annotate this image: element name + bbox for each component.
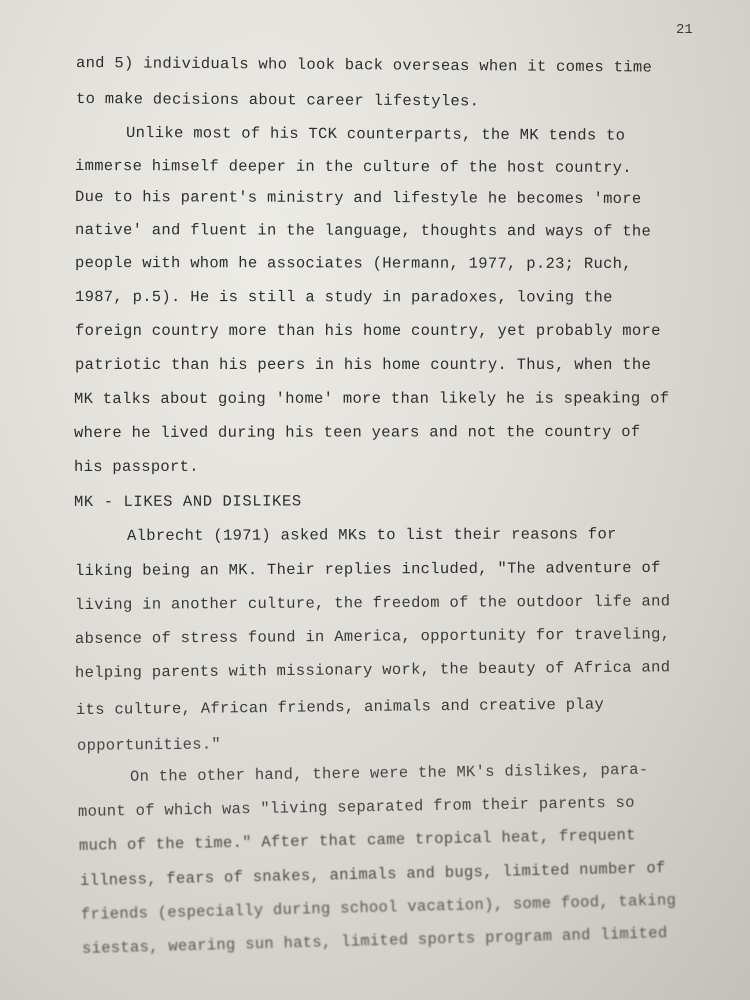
text-line: friends (especially during school vacation), some food, taking [80,891,677,924]
text-line: mount of which was "living separated from their parents so [77,793,635,821]
text-line: native' and fluent in the language, thoughts and ways of the [74,221,652,241]
text-line: Due to his parent's ministry and lifestyle he becomes 'more [74,188,642,208]
text-line: liking being an MK. Their replies included, "The adventure of [74,558,661,580]
text-line: where he lived during his teen years and not the country of [73,423,641,442]
text-line: 1987, p.5). He is still a study in paradoxes, loving the [74,288,613,307]
text-line: MK talks about going 'home' more than likely he is speaking of [73,389,670,408]
text-line: Albrecht (1971) asked MKs to list their reasons for [126,525,617,545]
text-line: Unlike most of his TCK counterparts, the MK tends to [125,124,626,145]
page-number: 21 [676,22,693,38]
text-line: his passport. [73,457,199,476]
text-line: much of the time." After that came tropical heat, frequent [78,826,636,855]
text-line: foreign country more than his home country, yet probably more [75,322,661,340]
text-line: patriotic than his peers in his home country. Thus, when the [75,356,652,374]
text-line: opportunities." [76,735,222,755]
text-line: and 5) individuals who look back overseas when it comes time [75,54,653,77]
text-line: people with whom he associates (Hermann, 1977, p.23; Ruch, [74,254,632,273]
text-line: living in another culture, the freedom of the outdoor life and [74,592,671,614]
text-line: absence of stress found in America, opportunity for traveling, [74,625,671,648]
text-line: siestas, wearing sun hats, limited sports program and limited [81,924,668,958]
text-line: helping parents with missionary work, the beauty of Africa and [74,658,671,682]
text-line: to make decisions about career lifestyles. [75,90,480,111]
text-line: illness, fears of snakes, animals and bugs, limited number of [79,859,666,890]
text-line: On the other hand, there were the MK's dislikes, para- [129,760,649,786]
text-line: immerse himself deeper in the culture of the host country. [74,157,632,177]
text-line: its culture, African friends, animals and creative play [75,695,605,719]
section-heading: MK - LIKES AND DISLIKES [73,492,302,511]
